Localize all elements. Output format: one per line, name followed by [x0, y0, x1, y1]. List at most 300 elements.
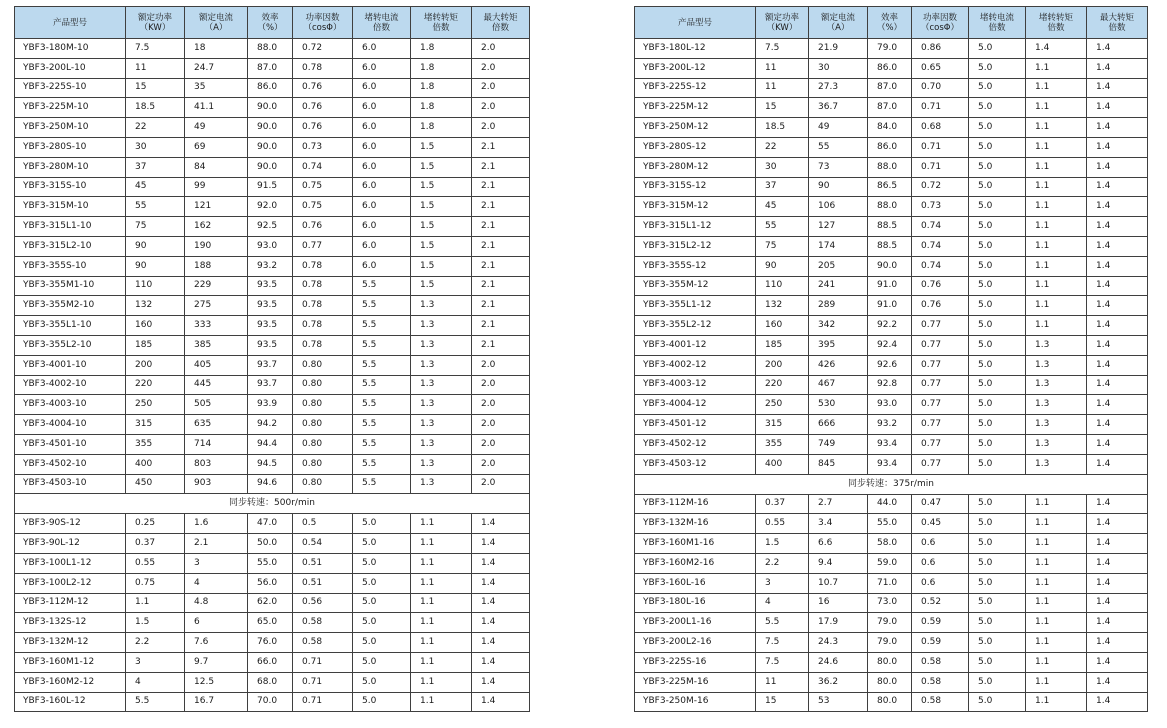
value-cell: 1.4 — [1087, 593, 1148, 613]
model-cell: YBF3-160L-12 — [15, 692, 126, 712]
model-cell: YBF3-250M-16 — [635, 692, 756, 712]
value-cell: 91.5 — [248, 177, 293, 197]
value-cell: 87.0 — [868, 98, 912, 118]
table-row — [635, 375, 1148, 395]
value-cell: 1.3 — [411, 395, 472, 415]
table-row — [635, 652, 1148, 672]
value-cell: 6 — [185, 613, 248, 633]
value-cell: 0.75 — [293, 177, 353, 197]
value-cell: 75 — [756, 236, 809, 256]
value-cell: 1.3 — [1026, 395, 1087, 415]
value-cell: 0.80 — [293, 434, 353, 454]
value-cell: 18.5 — [126, 98, 185, 118]
value-cell: 1.1 — [1026, 137, 1087, 157]
value-cell: 59.0 — [868, 553, 912, 573]
value-cell: 2.0 — [472, 375, 530, 395]
table-row — [15, 553, 530, 573]
value-cell: 18 — [185, 39, 248, 59]
table-row — [15, 593, 530, 613]
value-cell: 0.75 — [126, 573, 185, 593]
table-row — [15, 118, 530, 138]
table-row — [635, 296, 1148, 316]
value-cell: 1.1 — [411, 633, 472, 653]
value-cell: 5.0 — [969, 335, 1026, 355]
value-cell: 190 — [185, 236, 248, 256]
table-row — [15, 454, 530, 474]
value-cell: 1.1 — [411, 692, 472, 712]
value-cell: 6.0 — [353, 236, 411, 256]
table-row — [635, 58, 1148, 78]
value-cell: 55 — [126, 197, 185, 217]
value-cell: 395 — [809, 335, 868, 355]
model-cell: YBF3-315L2-10 — [15, 236, 126, 256]
table-body — [635, 39, 1148, 712]
model-cell: YBF3-225M-12 — [635, 98, 756, 118]
value-cell: 6.0 — [353, 39, 411, 59]
section-row — [635, 474, 1148, 494]
value-cell: 22 — [756, 137, 809, 157]
value-cell: 1.8 — [411, 78, 472, 98]
table-row — [635, 494, 1148, 514]
value-cell: 1.8 — [411, 39, 472, 59]
value-cell: 79.0 — [868, 633, 912, 653]
table-row — [15, 474, 530, 494]
table-row — [15, 39, 530, 59]
value-cell: 5.0 — [969, 395, 1026, 415]
value-cell: 5.0 — [969, 118, 1026, 138]
value-cell: 0.78 — [293, 296, 353, 316]
value-cell: 1.5 — [411, 276, 472, 296]
table-row — [635, 395, 1148, 415]
value-cell: 1.1 — [1026, 276, 1087, 296]
table-row — [635, 197, 1148, 217]
model-cell: YBF3-4501-10 — [15, 434, 126, 454]
value-cell: 27.3 — [809, 78, 868, 98]
value-cell: 1.1 — [411, 514, 472, 534]
value-cell: 56.0 — [248, 573, 293, 593]
value-cell: 93.5 — [248, 276, 293, 296]
value-cell: 0.71 — [912, 157, 969, 177]
value-cell: 2.7 — [809, 494, 868, 514]
value-cell: 69 — [185, 137, 248, 157]
value-cell: 0.37 — [756, 494, 809, 514]
model-cell: YBF3-315L1-10 — [15, 217, 126, 237]
value-cell: 188 — [185, 256, 248, 276]
table-row — [635, 434, 1148, 454]
model-cell: YBF3-132M-16 — [635, 514, 756, 534]
value-cell: 0.77 — [912, 355, 969, 375]
table-row — [15, 197, 530, 217]
value-cell: 2.1 — [472, 157, 530, 177]
value-cell: 0.51 — [293, 573, 353, 593]
table-row — [635, 633, 1148, 653]
value-cell: 110 — [126, 276, 185, 296]
table-row — [635, 355, 1148, 375]
value-cell: 93.0 — [868, 395, 912, 415]
table-row — [635, 692, 1148, 712]
value-cell: 0.78 — [293, 316, 353, 336]
column-header: 堵转电流 倍数 — [969, 7, 1026, 39]
value-cell: 250 — [126, 395, 185, 415]
value-cell: 1.8 — [411, 118, 472, 138]
value-cell: 121 — [185, 197, 248, 217]
value-cell: 30 — [756, 157, 809, 177]
table-row — [15, 434, 530, 454]
value-cell: 1.4 — [1087, 316, 1148, 336]
column-header: 产品型号 — [635, 7, 756, 39]
table-row — [635, 177, 1148, 197]
value-cell: 1.1 — [1026, 256, 1087, 276]
value-cell: 2.0 — [472, 98, 530, 118]
value-cell: 1.1 — [1026, 593, 1087, 613]
value-cell: 94.4 — [248, 434, 293, 454]
value-cell: 12.5 — [185, 672, 248, 692]
value-cell: 1.4 — [1087, 672, 1148, 692]
value-cell: 200 — [126, 355, 185, 375]
model-cell: YBF3-250M-10 — [15, 118, 126, 138]
value-cell: 1.4 — [1087, 177, 1148, 197]
value-cell: 2.1 — [472, 217, 530, 237]
table-row — [15, 573, 530, 593]
value-cell: 3 — [126, 652, 185, 672]
model-cell: YBF3-4004-12 — [635, 395, 756, 415]
value-cell: 220 — [756, 375, 809, 395]
model-cell: YBF3-4001-10 — [15, 355, 126, 375]
value-cell: 1.3 — [411, 316, 472, 336]
value-cell: 0.59 — [912, 633, 969, 653]
value-cell: 1.1 — [1026, 296, 1087, 316]
value-cell: 1.4 — [1087, 395, 1148, 415]
value-cell: 4.8 — [185, 593, 248, 613]
value-cell: 1.4 — [1087, 454, 1148, 474]
value-cell: 6.0 — [353, 217, 411, 237]
column-header: 额定电流 （A） — [185, 7, 248, 39]
model-cell: YBF3-160M1-12 — [15, 652, 126, 672]
value-cell: 2.0 — [472, 474, 530, 494]
table-row — [635, 217, 1148, 237]
value-cell: 5.0 — [969, 276, 1026, 296]
column-header: 堵转转矩 倍数 — [411, 7, 472, 39]
value-cell: 2.1 — [472, 276, 530, 296]
value-cell: 0.73 — [293, 137, 353, 157]
value-cell: 10.7 — [809, 573, 868, 593]
value-cell: 0.80 — [293, 454, 353, 474]
column-header: 最大转矩 倍数 — [472, 7, 530, 39]
value-cell: 0.77 — [912, 434, 969, 454]
value-cell: 70.0 — [248, 692, 293, 712]
value-cell: 5.5 — [353, 474, 411, 494]
value-cell: 73 — [809, 157, 868, 177]
value-cell: 71.0 — [868, 573, 912, 593]
model-cell: YBF3-112M-16 — [635, 494, 756, 514]
table-header — [635, 7, 1148, 39]
table-row — [635, 415, 1148, 435]
table-row — [15, 296, 530, 316]
value-cell: 426 — [809, 355, 868, 375]
value-cell: 1.4 — [1087, 137, 1148, 157]
value-cell: 2.0 — [472, 78, 530, 98]
value-cell: 2.0 — [472, 434, 530, 454]
value-cell: 55.0 — [248, 553, 293, 573]
value-cell: 1.3 — [411, 415, 472, 435]
value-cell: 93.4 — [868, 454, 912, 474]
value-cell: 79.0 — [868, 613, 912, 633]
value-cell: 1.1 — [411, 534, 472, 554]
model-cell: YBF3-90S-12 — [15, 514, 126, 534]
value-cell: 5.0 — [969, 593, 1026, 613]
value-cell: 15 — [126, 78, 185, 98]
value-cell: 55 — [809, 137, 868, 157]
value-cell: 84.0 — [868, 118, 912, 138]
value-cell: 66.0 — [248, 652, 293, 672]
value-cell: 1.4 — [1087, 236, 1148, 256]
table-row — [15, 98, 530, 118]
model-cell: YBF3-4503-12 — [635, 454, 756, 474]
value-cell: 1.4 — [1087, 494, 1148, 514]
value-cell: 1.4 — [1087, 553, 1148, 573]
value-cell: 0.77 — [293, 236, 353, 256]
value-cell: 127 — [809, 217, 868, 237]
value-cell: 714 — [185, 434, 248, 454]
value-cell: 0.71 — [912, 98, 969, 118]
value-cell: 45 — [756, 197, 809, 217]
value-cell: 1.3 — [1026, 415, 1087, 435]
value-cell: 1.1 — [1026, 613, 1087, 633]
model-cell: YBF3-160M1-16 — [635, 534, 756, 554]
value-cell: 86.0 — [868, 137, 912, 157]
value-cell: 80.0 — [868, 692, 912, 712]
value-cell: 15 — [756, 692, 809, 712]
value-cell: 0.55 — [126, 553, 185, 573]
value-cell: 5.5 — [353, 454, 411, 474]
value-cell: 2.0 — [472, 355, 530, 375]
value-cell: 1.5 — [411, 256, 472, 276]
value-cell: 1.4 — [1087, 692, 1148, 712]
value-cell: 0.6 — [912, 553, 969, 573]
value-cell: 5.0 — [969, 236, 1026, 256]
table-row — [15, 375, 530, 395]
value-cell: 90.0 — [248, 137, 293, 157]
model-cell: YBF3-355L2-10 — [15, 335, 126, 355]
column-header: 产品型号 — [15, 7, 126, 39]
value-cell: 749 — [809, 434, 868, 454]
model-cell: YBF3-160L-16 — [635, 573, 756, 593]
model-cell: YBF3-100L1-12 — [15, 553, 126, 573]
value-cell: 16 — [809, 593, 868, 613]
value-cell: 0.80 — [293, 474, 353, 494]
model-cell: YBF3-315L2-12 — [635, 236, 756, 256]
value-cell: 0.75 — [293, 197, 353, 217]
value-cell: 275 — [185, 296, 248, 316]
value-cell: 5.0 — [969, 652, 1026, 672]
value-cell: 84 — [185, 157, 248, 177]
value-cell: 5.0 — [969, 137, 1026, 157]
value-cell: 1.3 — [411, 296, 472, 316]
model-cell: YBF3-315S-10 — [15, 177, 126, 197]
value-cell: 1.3 — [411, 454, 472, 474]
value-cell: 5.0 — [969, 355, 1026, 375]
value-cell: 0.58 — [912, 652, 969, 672]
value-cell: 185 — [126, 335, 185, 355]
value-cell: 1.3 — [411, 474, 472, 494]
value-cell: 4 — [126, 672, 185, 692]
table-row — [15, 256, 530, 276]
value-cell: 160 — [126, 316, 185, 336]
value-cell: 11 — [126, 58, 185, 78]
value-cell: 0.80 — [293, 415, 353, 435]
model-cell: YBF3-355S-10 — [15, 256, 126, 276]
value-cell: 90.0 — [248, 157, 293, 177]
table-row — [635, 39, 1148, 59]
value-cell: 1.4 — [1087, 652, 1148, 672]
value-cell: 1.1 — [1026, 514, 1087, 534]
value-cell: 1.8 — [411, 58, 472, 78]
value-cell: 79.0 — [868, 39, 912, 59]
value-cell: 5.0 — [969, 58, 1026, 78]
value-cell: 0.78 — [293, 256, 353, 276]
value-cell: 3 — [185, 553, 248, 573]
value-cell: 1.1 — [1026, 236, 1087, 256]
value-cell: 0.74 — [912, 217, 969, 237]
right-spec-table — [634, 6, 1148, 712]
model-cell: YBF3-355L2-12 — [635, 316, 756, 336]
value-cell: 2.0 — [472, 39, 530, 59]
column-header: 额定功率 （KW） — [126, 7, 185, 39]
value-cell: 58.0 — [868, 534, 912, 554]
value-cell: 635 — [185, 415, 248, 435]
value-cell: 0.71 — [293, 652, 353, 672]
value-cell: 1.4 — [472, 652, 530, 672]
value-cell: 7.5 — [756, 39, 809, 59]
value-cell: 7.5 — [756, 652, 809, 672]
value-cell: 45 — [126, 177, 185, 197]
value-cell: 80.0 — [868, 672, 912, 692]
value-cell: 0.71 — [293, 692, 353, 712]
value-cell: 0.45 — [912, 514, 969, 534]
value-cell: 315 — [126, 415, 185, 435]
value-cell: 220 — [126, 375, 185, 395]
value-cell: 0.77 — [912, 415, 969, 435]
value-cell: 2.1 — [472, 316, 530, 336]
value-cell: 88.5 — [868, 217, 912, 237]
value-cell: 0.86 — [912, 39, 969, 59]
value-cell: 7.5 — [756, 633, 809, 653]
value-cell: 37 — [756, 177, 809, 197]
value-cell: 0.65 — [912, 58, 969, 78]
value-cell: 5.0 — [969, 454, 1026, 474]
model-cell: YBF3-225M-10 — [15, 98, 126, 118]
value-cell: 5.0 — [969, 316, 1026, 336]
model-cell: YBF3-280S-10 — [15, 137, 126, 157]
value-cell: 55 — [756, 217, 809, 237]
model-cell: YBF3-100L2-12 — [15, 573, 126, 593]
value-cell: 5.5 — [353, 415, 411, 435]
value-cell: 2.1 — [472, 335, 530, 355]
value-cell: 1.1 — [1026, 157, 1087, 177]
value-cell: 0.47 — [912, 494, 969, 514]
value-cell: 90.0 — [868, 256, 912, 276]
value-cell: 6.0 — [353, 256, 411, 276]
value-cell: 5.0 — [969, 672, 1026, 692]
value-cell: 94.5 — [248, 454, 293, 474]
model-cell: YBF3-225M-16 — [635, 672, 756, 692]
value-cell: 0.55 — [756, 514, 809, 534]
value-cell: 0.37 — [126, 534, 185, 554]
value-cell: 0.58 — [912, 692, 969, 712]
value-cell: 5.0 — [969, 633, 1026, 653]
value-cell: 6.0 — [353, 58, 411, 78]
value-cell: 4 — [185, 573, 248, 593]
value-cell: 1.4 — [1087, 217, 1148, 237]
value-cell: 1.5 — [411, 137, 472, 157]
value-cell: 1.4 — [1087, 335, 1148, 355]
value-cell: 41.1 — [185, 98, 248, 118]
table-row — [635, 236, 1148, 256]
section-label: 同步转速：500r/min — [15, 494, 530, 514]
value-cell: 315 — [756, 415, 809, 435]
model-cell: YBF3-4004-10 — [15, 415, 126, 435]
table-row — [635, 137, 1148, 157]
value-cell: 0.80 — [293, 395, 353, 415]
value-cell: 93.2 — [248, 256, 293, 276]
value-cell: 0.71 — [912, 137, 969, 157]
table-header — [15, 7, 530, 39]
table-row — [15, 692, 530, 712]
value-cell: 1.1 — [1026, 78, 1087, 98]
value-cell: 86.5 — [868, 177, 912, 197]
value-cell: 1.3 — [411, 375, 472, 395]
value-cell: 5.5 — [353, 335, 411, 355]
model-cell: YBF3-315L1-12 — [635, 217, 756, 237]
value-cell: 5.5 — [353, 296, 411, 316]
model-cell: YBF3-160M2-16 — [635, 553, 756, 573]
value-cell: 50.0 — [248, 534, 293, 554]
value-cell: 1.1 — [1026, 177, 1087, 197]
value-cell: 2.0 — [472, 58, 530, 78]
table-row — [15, 514, 530, 534]
model-cell: YBF3-355L1-10 — [15, 316, 126, 336]
value-cell: 1.1 — [1026, 316, 1087, 336]
column-header: 堵转电流 倍数 — [353, 7, 411, 39]
value-cell: 1.4 — [1087, 573, 1148, 593]
value-cell: 18.5 — [756, 118, 809, 138]
model-cell: YBF3-355L1-12 — [635, 296, 756, 316]
value-cell: 5.0 — [353, 613, 411, 633]
value-cell: 44.0 — [868, 494, 912, 514]
model-cell: YBF3-200L2-16 — [635, 633, 756, 653]
value-cell: 229 — [185, 276, 248, 296]
model-cell: YBF3-4502-10 — [15, 454, 126, 474]
value-cell: 93.0 — [248, 236, 293, 256]
value-cell: 0.6 — [912, 534, 969, 554]
value-cell: 1.4 — [1087, 118, 1148, 138]
value-cell: 1.1 — [1026, 197, 1087, 217]
value-cell: 0.6 — [912, 573, 969, 593]
value-cell: 0.74 — [293, 157, 353, 177]
value-cell: 6.0 — [353, 98, 411, 118]
model-cell: YBF3-132M-12 — [15, 633, 126, 653]
value-cell: 0.72 — [912, 177, 969, 197]
model-cell: YBF3-250M-12 — [635, 118, 756, 138]
value-cell: 1.3 — [1026, 355, 1087, 375]
value-cell: 845 — [809, 454, 868, 474]
value-cell: 1.6 — [185, 514, 248, 534]
value-cell: 53 — [809, 692, 868, 712]
value-cell: 21.9 — [809, 39, 868, 59]
value-cell: 0.77 — [912, 454, 969, 474]
value-cell: 90.0 — [248, 118, 293, 138]
value-cell: 0.76 — [912, 296, 969, 316]
